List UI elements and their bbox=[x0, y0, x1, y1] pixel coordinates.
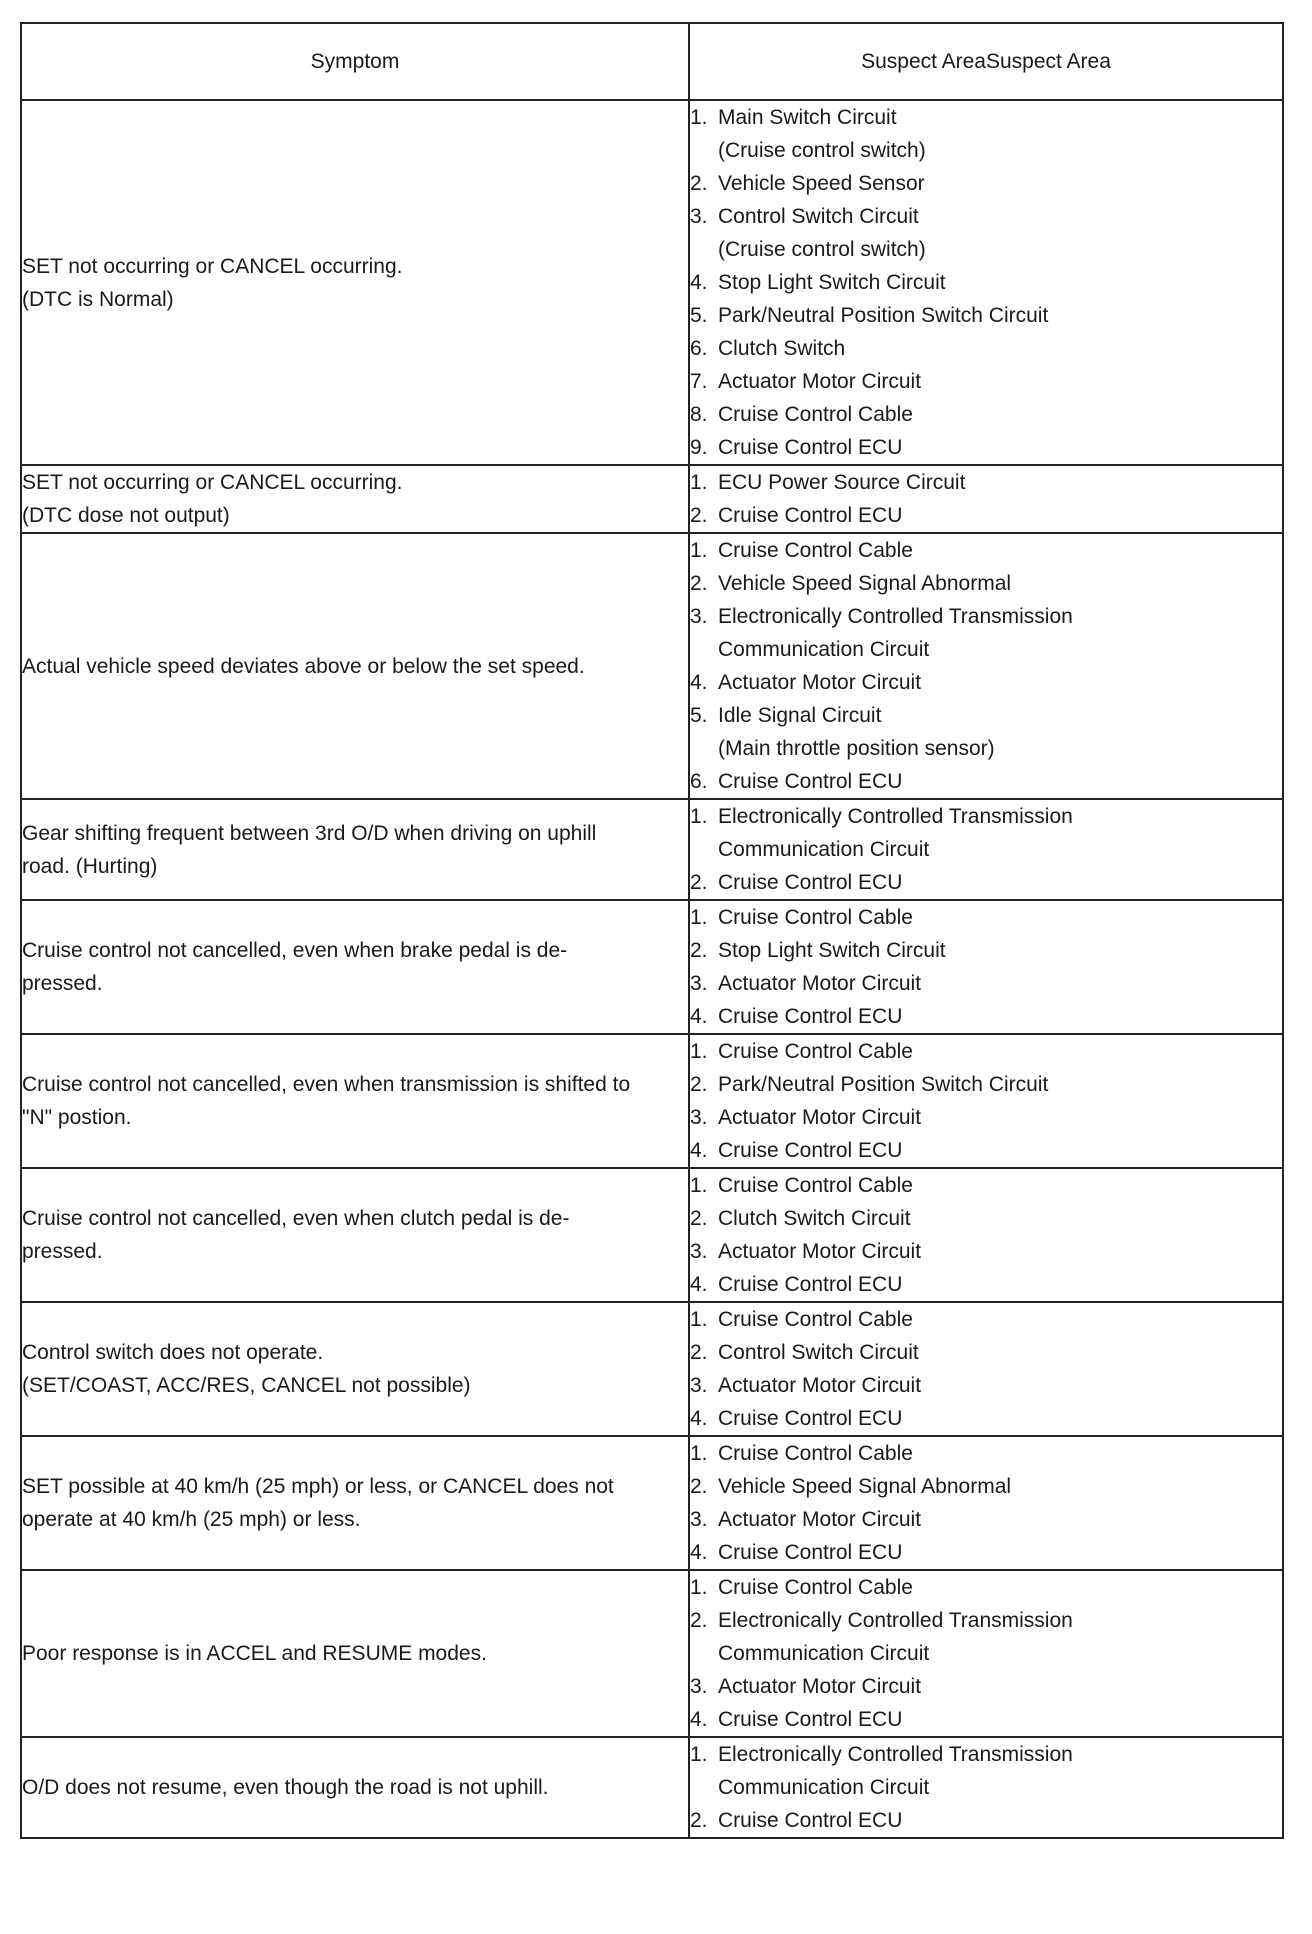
suspect-area-cell bbox=[689, 900, 1283, 1034]
list-item-number: 1. bbox=[690, 906, 708, 929]
list-item-number: 4. bbox=[690, 1005, 708, 1028]
list-item-line: Actuator Motor Circuit bbox=[718, 1374, 922, 1397]
suspect-area-cell bbox=[689, 1737, 1283, 1838]
suspect-area-list bbox=[690, 1571, 1282, 1736]
suspect-area-list bbox=[690, 1303, 1282, 1435]
list-item-number: 2. bbox=[690, 939, 708, 962]
list-item-number: 4. bbox=[690, 1541, 708, 1564]
symptom-cell bbox=[21, 799, 689, 900]
list-item-line: Electronically Controlled Transmission bbox=[718, 805, 1073, 828]
list-item-text bbox=[718, 1437, 1282, 1470]
list-item-line: (Cruise control switch) bbox=[718, 139, 926, 162]
list-item-line: Idle Signal Circuit bbox=[718, 704, 882, 727]
list-item-line: Actuator Motor Circuit bbox=[718, 671, 922, 694]
list-item-line: Cruise Control Cable bbox=[718, 906, 913, 929]
symptom-cell bbox=[21, 1302, 689, 1436]
suspect-area-cell bbox=[689, 799, 1283, 900]
symptom-line: SET not occurring or CANCEL occurring. bbox=[22, 471, 403, 494]
list-item-line: Actuator Motor Circuit bbox=[718, 1508, 922, 1531]
list-item bbox=[690, 699, 1282, 765]
list-item-line: Cruise Control ECU bbox=[718, 1273, 903, 1296]
list-item bbox=[690, 1536, 1282, 1569]
symptom-line: Poor response is in ACCEL and RESUME modes. bbox=[22, 1642, 487, 1665]
symptom-line: (SET/COAST, ACC/RES, CANCEL not possible) bbox=[22, 1374, 471, 1397]
list-item-text bbox=[718, 299, 1282, 332]
list-item-text bbox=[718, 967, 1282, 1000]
symptom-line: (DTC is Normal) bbox=[22, 287, 174, 311]
list-item bbox=[690, 398, 1282, 431]
list-item bbox=[690, 1503, 1282, 1536]
list-item-line: Cruise Control ECU bbox=[718, 1541, 903, 1564]
list-item-number: 1. bbox=[690, 1040, 708, 1063]
list-item-line: Clutch Switch bbox=[718, 337, 846, 360]
list-item-text bbox=[718, 901, 1282, 934]
list-item-number: 6. bbox=[690, 337, 708, 360]
list-item bbox=[690, 365, 1282, 398]
list-item bbox=[690, 1437, 1282, 1470]
list-item-number: 3. bbox=[690, 605, 708, 628]
list-item-number: 4. bbox=[690, 1273, 708, 1296]
list-item bbox=[690, 167, 1282, 200]
list-item bbox=[690, 934, 1282, 967]
list-item-line: Cruise Control ECU bbox=[718, 1407, 903, 1430]
list-item-text bbox=[718, 431, 1282, 464]
list-item bbox=[690, 866, 1282, 899]
list-item bbox=[690, 567, 1282, 600]
list-item-number: 1. bbox=[690, 1576, 708, 1599]
list-item-number: 2. bbox=[690, 1207, 708, 1230]
list-item-number: 8. bbox=[690, 403, 708, 426]
suspect-area-list bbox=[690, 1738, 1282, 1837]
list-item bbox=[690, 1169, 1282, 1202]
list-item-text bbox=[718, 1169, 1282, 1202]
list-item-line: Cruise Control ECU bbox=[718, 504, 903, 527]
list-item-text bbox=[718, 499, 1282, 532]
suspect-area-list bbox=[690, 466, 1282, 532]
list-item bbox=[690, 1068, 1282, 1101]
list-item-text bbox=[718, 866, 1282, 899]
list-item bbox=[690, 534, 1282, 567]
list-item bbox=[690, 901, 1282, 934]
symptom-cell bbox=[21, 465, 689, 533]
list-item-number: 1. bbox=[690, 1743, 708, 1766]
list-item-text bbox=[718, 200, 1282, 266]
list-item-line: Vehicle Speed Sensor bbox=[718, 172, 925, 195]
list-item bbox=[690, 1202, 1282, 1235]
suspect-area-list bbox=[690, 800, 1282, 899]
list-item-number: 4. bbox=[690, 1407, 708, 1430]
list-item-text bbox=[718, 398, 1282, 431]
symptom-cell bbox=[21, 1436, 689, 1570]
header-row bbox=[21, 23, 1283, 100]
list-item bbox=[690, 1101, 1282, 1134]
list-item-number: 6. bbox=[690, 770, 708, 793]
list-item-text bbox=[718, 1604, 1282, 1670]
list-item-line: Actuator Motor Circuit bbox=[718, 972, 922, 995]
table-row bbox=[21, 900, 1283, 1034]
list-item-text bbox=[718, 699, 1282, 765]
list-item-line: Cruise Control Cable bbox=[718, 403, 913, 426]
list-item-line: Park/Neutral Position Switch Circuit bbox=[718, 304, 1049, 327]
symptom-line: Cruise control not cancelled, even when brake pedal is de- bbox=[22, 939, 568, 962]
list-item-text bbox=[718, 1000, 1282, 1033]
list-item bbox=[690, 600, 1282, 666]
list-item-line: Communication Circuit bbox=[718, 1776, 930, 1799]
list-item-text bbox=[718, 365, 1282, 398]
list-item-number: 4. bbox=[690, 1708, 708, 1731]
symptom-line: Control switch does not operate. bbox=[22, 1341, 324, 1364]
table-row bbox=[21, 1302, 1283, 1436]
symptom-line: "N" postion. bbox=[22, 1106, 132, 1129]
symptom-cell bbox=[21, 1737, 689, 1838]
list-item-text bbox=[718, 167, 1282, 200]
list-item-line: Cruise Control Cable bbox=[718, 1442, 913, 1465]
suspect-area-list bbox=[690, 101, 1282, 464]
suspect-area-cell bbox=[689, 465, 1283, 533]
list-item-line: Clutch Switch Circuit bbox=[718, 1207, 911, 1230]
list-item-number: 1. bbox=[690, 805, 708, 828]
list-item-line: Electronically Controlled Transmission bbox=[718, 1743, 1073, 1766]
suspect-area-header: Suspect AreaSuspect Area bbox=[689, 23, 1283, 100]
list-item bbox=[690, 765, 1282, 798]
list-item-text bbox=[718, 1202, 1282, 1235]
list-item-text bbox=[718, 1703, 1282, 1736]
suspect-area-list bbox=[690, 1035, 1282, 1167]
symptom-line: operate at 40 km/h (25 mph) or less. bbox=[22, 1508, 361, 1531]
list-item-line: Cruise Control ECU bbox=[718, 1139, 903, 1162]
list-item-line: Stop Light Switch Circuit bbox=[718, 939, 946, 962]
list-item-number: 5. bbox=[690, 304, 708, 327]
symptom-cell bbox=[21, 1570, 689, 1737]
list-item bbox=[690, 1035, 1282, 1068]
list-item-number: 3. bbox=[690, 1508, 708, 1531]
list-item-text bbox=[718, 534, 1282, 567]
list-item-text bbox=[718, 600, 1282, 666]
list-item-number: 3. bbox=[690, 972, 708, 995]
table-row bbox=[21, 799, 1283, 900]
list-item-number: 2. bbox=[690, 1475, 708, 1498]
list-item-text bbox=[718, 466, 1282, 499]
list-item-number: 4. bbox=[690, 671, 708, 694]
list-item-line: Actuator Motor Circuit bbox=[718, 1106, 922, 1129]
list-item bbox=[690, 800, 1282, 866]
list-item bbox=[690, 1604, 1282, 1670]
list-item-line: Electronically Controlled Transmission bbox=[718, 605, 1073, 628]
list-item-text bbox=[718, 1101, 1282, 1134]
symptom-cell bbox=[21, 100, 689, 465]
list-item-line: Electronically Controlled Transmission bbox=[718, 1609, 1073, 1632]
list-item-number: 1. bbox=[690, 539, 708, 562]
list-item bbox=[690, 1303, 1282, 1336]
list-item-number: 2. bbox=[690, 572, 708, 595]
list-item-text bbox=[718, 1804, 1282, 1837]
list-item-number: 1. bbox=[690, 106, 708, 129]
list-item bbox=[690, 499, 1282, 532]
list-item bbox=[690, 1402, 1282, 1435]
list-item-number: 3. bbox=[690, 1240, 708, 1263]
list-item bbox=[690, 101, 1282, 167]
symptom-line: pressed. bbox=[22, 1240, 103, 1263]
suspect-area-list bbox=[690, 1169, 1282, 1301]
list-item bbox=[690, 1470, 1282, 1503]
suspect-area-cell bbox=[689, 1570, 1283, 1737]
list-item-number: 3. bbox=[690, 1106, 708, 1129]
list-item-number: 2. bbox=[690, 1809, 708, 1832]
table-row bbox=[21, 1034, 1283, 1168]
table-body bbox=[21, 100, 1283, 1838]
list-item-number: 3. bbox=[690, 1374, 708, 1397]
list-item-line: Cruise Control ECU bbox=[718, 1809, 903, 1832]
symptom-line: Actual vehicle speed deviates above or below the set speed. bbox=[22, 654, 585, 678]
symptom-cell bbox=[21, 1034, 689, 1168]
list-item-text bbox=[718, 1235, 1282, 1268]
list-item-line: Stop Light Switch Circuit bbox=[718, 271, 946, 294]
list-item bbox=[690, 466, 1282, 499]
symptom-cell bbox=[21, 900, 689, 1034]
list-item bbox=[690, 1738, 1282, 1804]
list-item-line: Communication Circuit bbox=[718, 1642, 930, 1665]
symptom-cell bbox=[21, 1168, 689, 1302]
list-item-line: Cruise Control ECU bbox=[718, 770, 903, 793]
list-item-number: 4. bbox=[690, 1139, 708, 1162]
list-item bbox=[690, 299, 1282, 332]
list-item bbox=[690, 1670, 1282, 1703]
list-item-line: (Main throttle position sensor) bbox=[718, 737, 995, 760]
suspect-area-cell bbox=[689, 100, 1283, 465]
list-item bbox=[690, 200, 1282, 266]
list-item-number: 9. bbox=[690, 436, 708, 459]
list-item-line: Park/Neutral Position Switch Circuit bbox=[718, 1073, 1049, 1096]
list-item bbox=[690, 266, 1282, 299]
table-row bbox=[21, 1737, 1283, 1838]
list-item-line: Cruise Control Cable bbox=[718, 1576, 913, 1599]
troubleshooting-table bbox=[20, 22, 1284, 1839]
list-item-line: Actuator Motor Circuit bbox=[718, 370, 922, 393]
symptom-line: road. (Hurting) bbox=[22, 854, 158, 878]
list-item-number: 2. bbox=[690, 1609, 708, 1632]
list-item bbox=[690, 1804, 1282, 1837]
list-item-text bbox=[718, 1536, 1282, 1569]
table-row bbox=[21, 533, 1283, 799]
symptom-cell bbox=[21, 533, 689, 799]
list-item-line: Cruise Control Cable bbox=[718, 1308, 913, 1331]
list-item-text bbox=[718, 934, 1282, 967]
list-item-number: 2. bbox=[690, 504, 708, 527]
suspect-area-cell bbox=[689, 533, 1283, 799]
list-item bbox=[690, 1134, 1282, 1167]
list-item-text bbox=[718, 1303, 1282, 1336]
symptom-line: pressed. bbox=[22, 972, 103, 995]
list-item-number: 2. bbox=[690, 1073, 708, 1096]
list-item-number: 1. bbox=[690, 1308, 708, 1331]
list-item-text bbox=[718, 1068, 1282, 1101]
list-item-text bbox=[718, 1035, 1282, 1068]
list-item-line: Cruise Control Cable bbox=[718, 1174, 913, 1197]
list-item-line: Actuator Motor Circuit bbox=[718, 1240, 922, 1263]
list-item-line: Control Switch Circuit bbox=[718, 1341, 919, 1364]
list-item-line: Cruise Control Cable bbox=[718, 1040, 913, 1063]
symptom-line: O/D does not resume, even though the road is not uphill. bbox=[22, 1776, 549, 1799]
list-item-text bbox=[718, 800, 1282, 866]
list-item-number: 1. bbox=[690, 1174, 708, 1197]
list-item-text bbox=[718, 567, 1282, 600]
list-item-text bbox=[718, 1369, 1282, 1402]
list-item-line: Communication Circuit bbox=[718, 638, 930, 661]
list-item-number: 3. bbox=[690, 205, 708, 228]
list-item-text bbox=[718, 1268, 1282, 1301]
symptom-line: (DTC dose not output) bbox=[22, 504, 230, 527]
list-item-number: 4. bbox=[690, 271, 708, 294]
list-item-number: 2. bbox=[690, 172, 708, 195]
list-item bbox=[690, 666, 1282, 699]
list-item-text bbox=[718, 1738, 1282, 1804]
table-row bbox=[21, 1168, 1283, 1302]
list-item-number: 2. bbox=[690, 1341, 708, 1364]
suspect-area-list bbox=[690, 901, 1282, 1033]
list-item bbox=[690, 431, 1282, 464]
suspect-area-cell bbox=[689, 1168, 1283, 1302]
suspect-area-list bbox=[690, 534, 1282, 798]
suspect-area-cell bbox=[689, 1034, 1283, 1168]
list-item-line: Cruise Control ECU bbox=[718, 1005, 903, 1028]
list-item-text bbox=[718, 1134, 1282, 1167]
list-item-line: Cruise Control ECU bbox=[718, 1708, 903, 1731]
symptom-line: SET possible at 40 km/h (25 mph) or less, or CANCEL does not bbox=[22, 1475, 614, 1498]
list-item-text bbox=[718, 666, 1282, 699]
list-item-line: Cruise Control ECU bbox=[718, 436, 903, 459]
list-item-text bbox=[718, 1402, 1282, 1435]
list-item bbox=[690, 332, 1282, 365]
list-item-line: (Cruise control switch) bbox=[718, 238, 926, 261]
list-item-line: Vehicle Speed Signal Abnormal bbox=[718, 572, 1012, 595]
list-item bbox=[690, 1369, 1282, 1402]
list-item-line: Cruise Control Cable bbox=[718, 539, 913, 562]
symptom-header: Symptom bbox=[21, 23, 689, 100]
list-item-number: 7. bbox=[690, 370, 708, 393]
list-item-number: 1. bbox=[690, 1442, 708, 1465]
list-item-text bbox=[718, 101, 1282, 167]
list-item-line: Vehicle Speed Signal Abnormal bbox=[718, 1475, 1012, 1498]
table-row bbox=[21, 1570, 1283, 1737]
list-item-number: 1. bbox=[690, 471, 708, 494]
list-item-text bbox=[718, 765, 1282, 798]
list-item-line: ECU Power Source Circuit bbox=[718, 471, 966, 494]
list-item-number: 3. bbox=[690, 1675, 708, 1698]
list-item-line: Communication Circuit bbox=[718, 838, 930, 861]
table-row bbox=[21, 1436, 1283, 1570]
table-row bbox=[21, 100, 1283, 465]
symptom-line: SET not occurring or CANCEL occurring. bbox=[22, 254, 403, 278]
symptom-line: Gear shifting frequent between 3rd O/D when driving on uphill bbox=[22, 821, 597, 845]
list-item-text bbox=[718, 1571, 1282, 1604]
list-item-text bbox=[718, 1670, 1282, 1703]
list-item-text bbox=[718, 266, 1282, 299]
list-item bbox=[690, 1000, 1282, 1033]
list-item-line: Control Switch Circuit bbox=[718, 205, 919, 228]
list-item bbox=[690, 1268, 1282, 1301]
suspect-area-list bbox=[690, 1437, 1282, 1569]
list-item-text bbox=[718, 1470, 1282, 1503]
suspect-area-cell bbox=[689, 1436, 1283, 1570]
list-item bbox=[690, 1235, 1282, 1268]
list-item-line: Cruise Control ECU bbox=[718, 871, 903, 894]
symptom-line: Cruise control not cancelled, even when clutch pedal is de- bbox=[22, 1207, 570, 1230]
list-item-text bbox=[718, 332, 1282, 365]
list-item bbox=[690, 1703, 1282, 1736]
list-item-number: 5. bbox=[690, 704, 708, 727]
table-row bbox=[21, 465, 1283, 533]
list-item-text bbox=[718, 1336, 1282, 1369]
list-item bbox=[690, 1336, 1282, 1369]
suspect-area-cell bbox=[689, 1302, 1283, 1436]
list-item bbox=[690, 1571, 1282, 1604]
symptom-line: Cruise control not cancelled, even when transmission is shifted to bbox=[22, 1073, 631, 1096]
list-item-line: Main Switch Circuit bbox=[718, 106, 897, 129]
list-item-number: 2. bbox=[690, 871, 708, 894]
list-item-line: Actuator Motor Circuit bbox=[718, 1675, 922, 1698]
list-item-text bbox=[718, 1503, 1282, 1536]
list-item bbox=[690, 967, 1282, 1000]
